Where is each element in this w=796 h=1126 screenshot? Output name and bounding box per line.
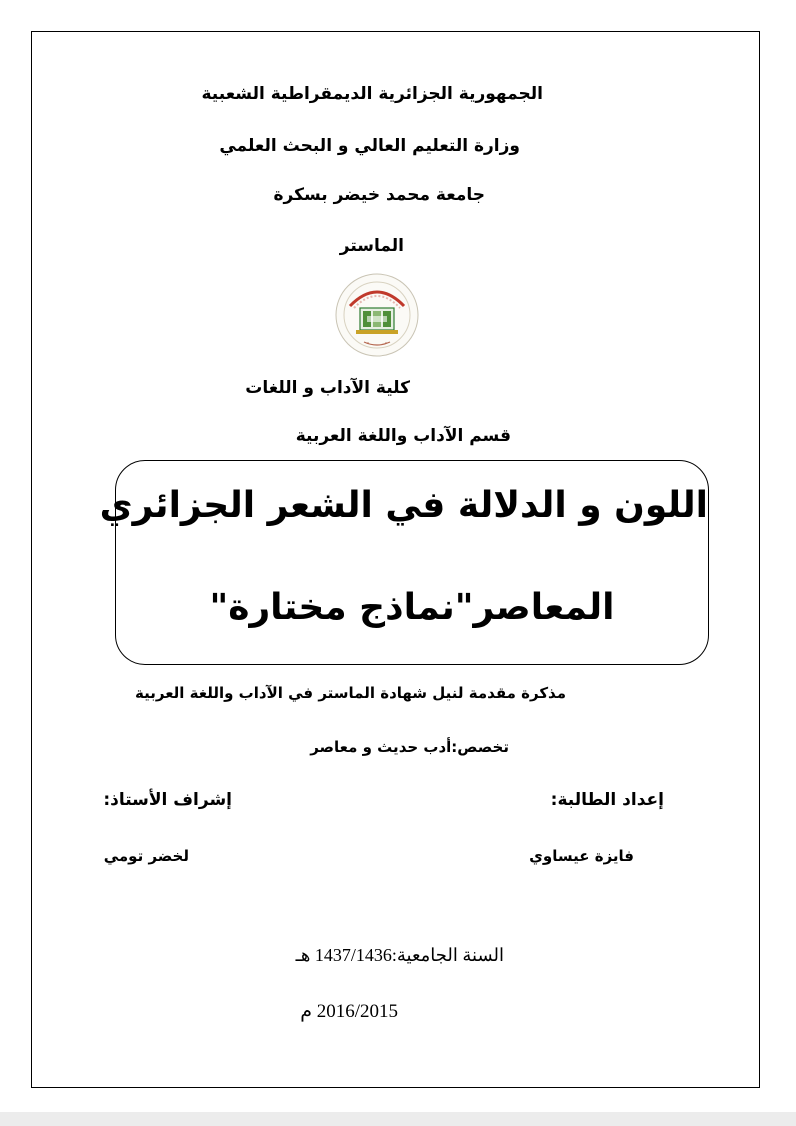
thesis-purpose: مذكرة مقدمة لنيل شهادة الماستر في الآداب واللغة العربية: [135, 684, 566, 702]
department-name: قسم الآداب واللغة العربية: [295, 426, 511, 446]
thesis-title-line-1: اللون و الدلالة في الشعر الجزائري: [99, 485, 708, 526]
university-seal-icon: [334, 272, 420, 358]
student-name: فايزة عيساوي: [529, 847, 634, 865]
degree-level: الماستر: [339, 236, 404, 256]
page-bottom-margin: [0, 1112, 796, 1126]
faculty-name: كلية الآداب و اللغات: [245, 378, 410, 398]
academic-year-gregorian: 2016/2015 م: [300, 1001, 398, 1022]
academic-year-hijri: السنة الجامعية:1437/1436 هـ: [295, 945, 504, 965]
student-label: إعداد الطالبة:: [550, 790, 664, 810]
specialty: تخصص:أدب حديث و معاصر: [310, 738, 509, 756]
ministry-name: وزارة التعليم العالي و البحث العلمي: [219, 136, 520, 156]
supervisor-name: لخضر تومي: [103, 847, 189, 865]
republic-name: الجمهورية الجزائرية الديمقراطية الشعبية: [201, 84, 543, 104]
university-name: جامعة محمد خيضر بسكرة: [273, 185, 485, 205]
thesis-title-line-2: المعاصر"نماذج مختارة": [209, 587, 615, 628]
supervisor-label: إشراف الأستاذ:: [103, 790, 232, 810]
title-box: [99, 460, 709, 665]
